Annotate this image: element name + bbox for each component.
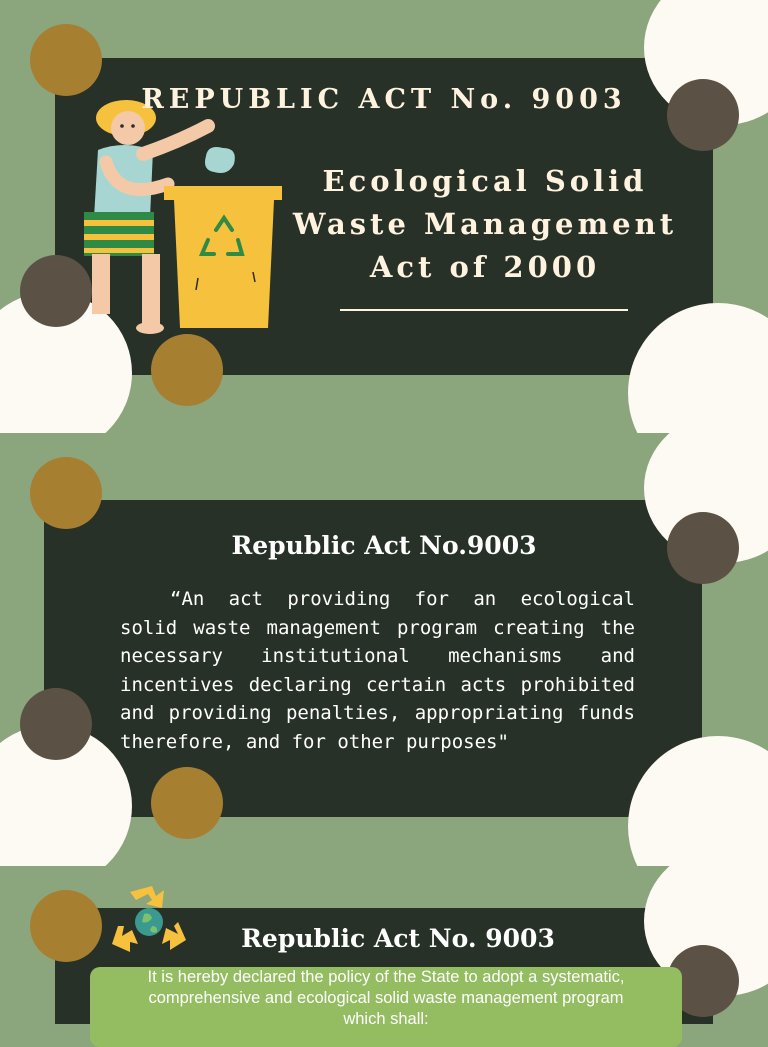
decor-circle [30, 457, 102, 529]
decor-circle [151, 767, 223, 839]
slide-1 [0, 0, 768, 433]
decor-circle [20, 688, 92, 760]
slide-2-heading: Republic Act No.9003 [231, 531, 537, 560]
policy-line-1: It is hereby declared the policy of the State to adopt a systematic, [147, 968, 625, 986]
title-divider [340, 309, 628, 311]
slide-1-subtitle [270, 160, 700, 289]
recycling-bin-illustration [78, 92, 288, 337]
subtitle-line-2: Waste Management [292, 207, 678, 241]
act-description-text: “An act providing for an ecological solid waste management program creating the necessary institutional mechanisms and incentives declaring certain acts prohibited and providing penalties, appropriating funds therefore, and for other purposes" [120, 588, 635, 753]
act-description-quote [120, 585, 635, 756]
slide-1-title: REPUBLIC ACT No. 9003 [141, 84, 627, 115]
decor-circle [151, 334, 223, 406]
subtitle-line-3: Act of 2000 [369, 250, 601, 284]
slide-3-heading: Republic Act No. 9003 [241, 924, 555, 953]
policy-line-2: comprehensive and ecological solid waste management program [148, 989, 624, 1007]
policy-statement-box [90, 967, 682, 1047]
subtitle-line-1: Ecological Solid [322, 164, 648, 198]
policy-line-3: which shall: [343, 1010, 429, 1028]
